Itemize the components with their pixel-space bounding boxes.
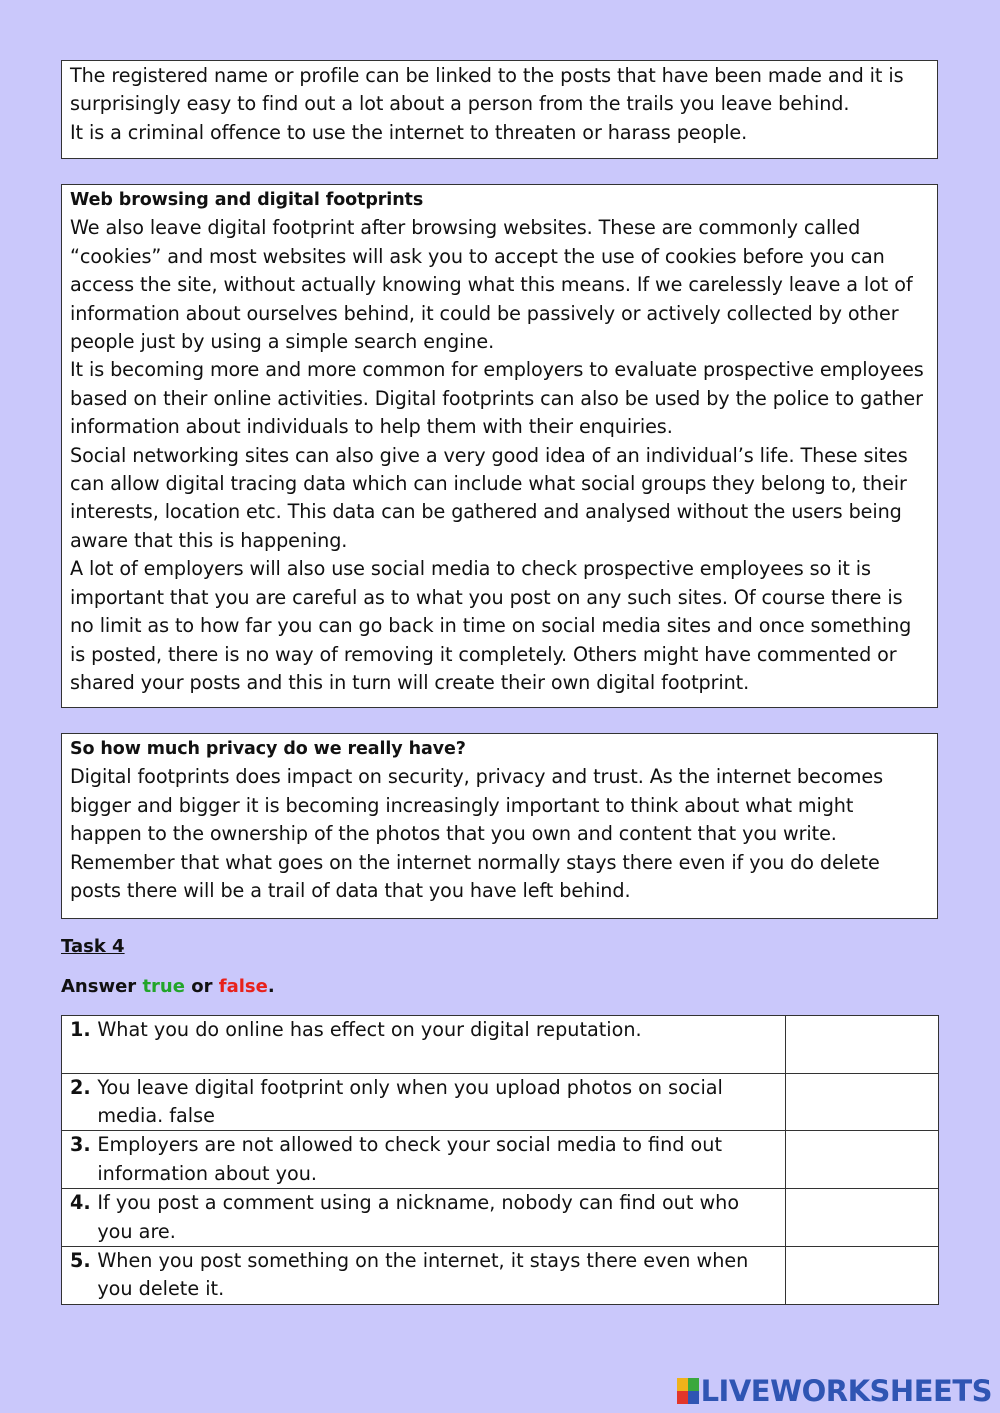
question-cell (62, 1247, 786, 1305)
paragraph: Social networking sites can also give a very good idea of an individual’s life. These sites can allow digital tracing data which can include what social groups they belong to, their interests, location etc. This data can be gathered and analysed without the users being aware that this is happening. (70, 443, 908, 552)
liveworksheets-logo[interactable] (677, 1374, 992, 1408)
table-row (62, 1073, 939, 1131)
question-number: 4. (70, 1191, 98, 1215)
table-row (62, 1189, 939, 1247)
paragraph: It is a criminal offence to use the internet to threaten or harass people. (70, 120, 748, 144)
web-browsing-box (61, 184, 938, 708)
question-text: You leave digital footprint only when you upload photos on social media. false (97, 1075, 723, 1127)
paragraph: The registered name or profile can be linked to the posts that have been made and it is surprisingly easy to find out a lot about a person from the trails you leave behind. (70, 64, 904, 116)
table-row (62, 1131, 939, 1189)
paragraph: Digital footprints does impact on security, privacy and trust. As the internet becomes bigger and bigger it is becoming increasingly important to think about what might happen to the ownership of the photos that you own and content that you write. Remember that what goes on the internet normally stays there even if you do delete posts there will be a trail of data that you have left behind. (70, 765, 883, 903)
table-row (62, 1247, 939, 1305)
question-number: 2. (70, 1075, 98, 1099)
intro-box (61, 60, 938, 159)
instruction-prefix: Answer (61, 976, 143, 997)
table-row (62, 1016, 939, 1074)
logo-text: LIVEWORKSHEETS (700, 1374, 992, 1408)
question-text: When you post something on the internet, it stays there even when you delete it. (97, 1249, 749, 1301)
question-number: 5. (70, 1249, 98, 1273)
answer-field[interactable] (786, 1247, 939, 1305)
answer-field[interactable] (786, 1189, 939, 1247)
question-number: 1. (70, 1018, 98, 1041)
question-number: 3. (70, 1133, 98, 1157)
false-word: false (218, 976, 268, 997)
task-title: Task 4 (61, 936, 125, 957)
question-cell (62, 1131, 786, 1189)
section-heading: Web browsing and digital footprints (70, 190, 424, 210)
question-cell (62, 1189, 786, 1247)
question-cell (62, 1073, 786, 1131)
answer-field[interactable] (786, 1016, 939, 1074)
period: . (267, 976, 275, 997)
question-text: If you post a comment using a nickname, nobody can find out who you are. (97, 1191, 740, 1243)
or-word: or (184, 976, 219, 997)
answer-field[interactable] (786, 1073, 939, 1131)
paragraph: We also leave digital footprint after browsing websites. These are commonly called “cookies” and most websites will ask you to accept the use of cookies before you can access the site, without actually knowing what this means. If we carelessly leave a lot of information about ourselves behind, it could be passively or actively collected by other people just by using a simple search engine. (70, 216, 913, 354)
question-text: What you do online has effect on your digital reputation. (97, 1018, 642, 1041)
paragraph: A lot of employers will also use social media to check prospective employees so it is important that you are careful as to what you post on any such sites. Of course there is no limit as to how far you can go back in time on social media sites and once something is posted, there is no way of removing it completely. Others might have commented or shared your posts and this in turn will create their own digital footprint. (70, 557, 912, 694)
question-text: Employers are not allowed to check your social media to find out information about you. (97, 1133, 722, 1185)
paragraph: It is becoming more and more common for employers to evaluate prospective employees based on their online activities. Digital footprints can also be used by the police to gather information about individuals to help them with their enquiries. (70, 358, 924, 439)
answer-field[interactable] (786, 1131, 939, 1189)
privacy-box (61, 733, 938, 919)
liveworksheets-logo-icon (677, 1378, 699, 1404)
task-instruction (61, 976, 275, 997)
true-word: true (142, 976, 185, 997)
section-heading: So how much privacy do we really have? (70, 739, 466, 759)
question-cell (62, 1016, 786, 1074)
true-false-table (61, 1015, 939, 1305)
